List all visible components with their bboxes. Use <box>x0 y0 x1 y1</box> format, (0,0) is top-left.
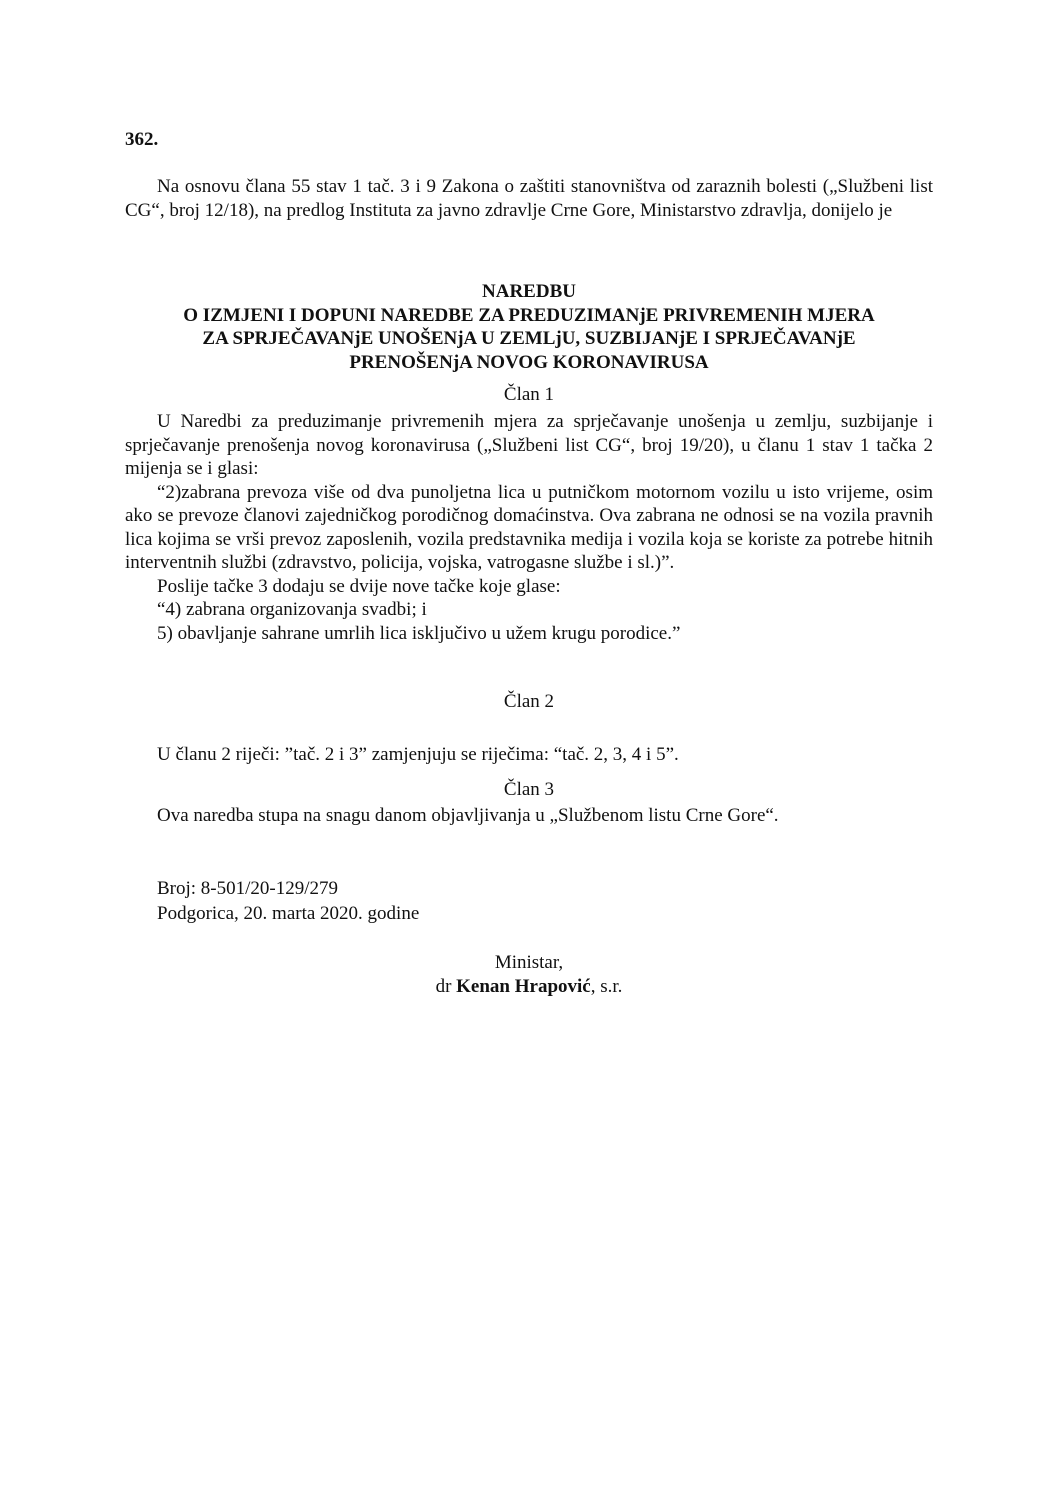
article-1-heading: Član 1 <box>503 384 555 405</box>
title-line-3: ZA SPRJEČAVANjE UNOŠENjA U ZEMLjU, SUZBIJANjE I SPRJEČAVANjE <box>202 328 856 349</box>
title-line-2: O IZMJENI I DOPUNI NAREDBE ZA PREDUZIMANjE PRIVREMENIH MJERA <box>183 304 875 326</box>
signature-block <box>125 951 933 998</box>
article-1-paragraph-5: 5) obavljanje sahrane umrlih lica isključivo u užem krugu porodice.” <box>157 622 681 644</box>
reference-number: Broj: 8-501/20-129/279 <box>157 878 339 899</box>
signature-suffix: , s.r. <box>590 975 623 997</box>
article-1-paragraph-4: “4) zabrana organizovanja svadbi; i <box>157 599 427 620</box>
article-3-heading: Član 3 <box>503 779 555 800</box>
article-1-body <box>125 410 933 645</box>
document-number: 362. <box>125 129 159 150</box>
article-3-paragraph-1: Ova naredba stupa na snagu danom objavljivanja u „Službenom listu Crne Gore“. <box>157 805 779 826</box>
document-title <box>125 280 933 374</box>
reference-place-date: Podgorica, 20. marta 2020. godine <box>157 903 420 924</box>
article-1-paragraph-1: U Naredbi za preduzimanje privremenih mjera za sprječavanje unošenja u zemlju, suzbijanje i sprječavanje prenošenja novog koronavirusa („Službeni list CG“, broj 19/20), u članu 1 stav 1 tačka 2 mijenja se i glasi: <box>125 411 933 479</box>
preamble-paragraph: Na osnovu člana 55 stav 1 tač. 3 i 9 Zakona o zaštiti stanovništva od zaraznih bolesti („Službeni list CG“, broj 12/18), na predlog Instituta za javno zdravlje Crne Gore, Ministarstvo zdravlja, donijelo je <box>125 176 933 221</box>
signature-line <box>125 975 933 999</box>
title-line-1: NAREDBU <box>482 281 576 302</box>
document-page <box>125 0 933 1497</box>
title-line-4: PRENOŠENjA NOVOG KORONAVIRUSA <box>349 351 709 373</box>
article-1-paragraph-2: “2)zabrana prevoza više od dva punoljetna lica u putničkom motornom vozilu u isto vrijeme, osim ako se prevoze članovi zajedničkog porodičnog domaćinstva. Ova zabrana ne odnosi se na vozila pravnih lica kojima se vrši prevoz zaposlenih, vozila predstavnika medija i vozila koja se koriste za potrebe hitnih interventnih službi (zdravstvo, policija, vojska, vatrogasne službe i sl.)”. <box>125 481 933 573</box>
signature-prefix: dr <box>435 975 452 997</box>
article-1-paragraph-3: Poslije tačke 3 dodaju se dvije nove tačke koje glase: <box>157 575 561 597</box>
signature-role: Ministar, <box>494 952 564 973</box>
signature-name: Kenan Hrapović <box>456 975 591 997</box>
article-2-heading: Član 2 <box>503 691 555 712</box>
article-2-paragraph-1: U članu 2 riječi: ”tač. 2 i 3” zamjenjuju se riječima: “tač. 2, 3, 4 i 5”. <box>157 744 679 765</box>
